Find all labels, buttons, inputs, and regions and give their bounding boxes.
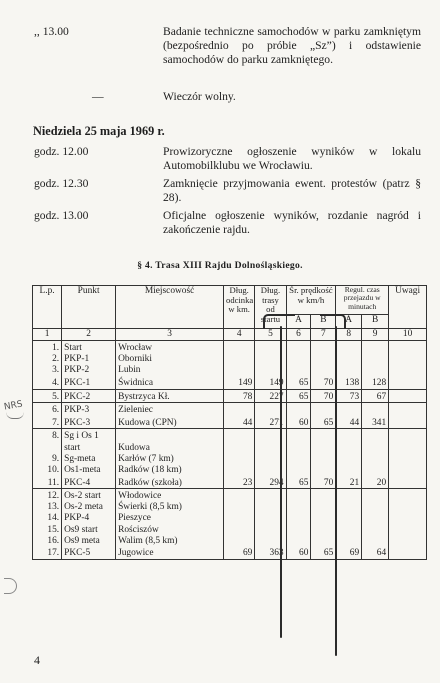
- route-lp: 15.: [33, 524, 62, 535]
- table-row: [33, 442, 427, 453]
- column-number: 1: [33, 329, 62, 341]
- route-miejscowosc: Karłów (7 km): [116, 453, 224, 464]
- route-speed-b: [311, 513, 336, 524]
- route-speed-b: [311, 365, 336, 376]
- route-time-a: 138: [336, 376, 362, 389]
- route-dl-odcinka: 149: [224, 376, 255, 389]
- route-lp: 7.: [33, 416, 62, 429]
- route-dl-odcinka: [224, 464, 255, 475]
- route-punkt: PKP-3: [62, 403, 116, 416]
- route-punkt: Os-2 start: [62, 489, 116, 502]
- route-speed-b: [311, 453, 336, 464]
- route-speed-a: [286, 513, 311, 524]
- header-a: A: [286, 315, 311, 329]
- route-uwagi: [389, 429, 427, 442]
- header-b: B: [311, 315, 336, 329]
- schedule-time: godz. 12.00: [34, 145, 89, 158]
- route-punkt: Start: [62, 341, 116, 354]
- table-row: [33, 453, 427, 464]
- route-time-a: [336, 365, 362, 376]
- route-time-b: [362, 535, 389, 546]
- route-miejscowosc: Zieleniec: [116, 403, 224, 416]
- route-time-a: [336, 502, 362, 513]
- route-time-b: [362, 464, 389, 475]
- route-lp: 12.: [33, 489, 62, 502]
- route-time-a: [336, 489, 362, 502]
- route-speed-b: [311, 489, 336, 502]
- route-speed-a: 60: [286, 546, 311, 559]
- route-lp: 11.: [33, 476, 62, 489]
- route-uwagi: [389, 502, 427, 513]
- route-time-a: [336, 513, 362, 524]
- route-lp: 13.: [33, 502, 62, 513]
- route-miejscowosc: Radków (szkoła): [116, 476, 224, 489]
- day-heading: Niedziela 25 maja 1969 r.: [33, 124, 165, 138]
- route-miejscowosc: Lubin: [116, 365, 224, 376]
- header-miejscowosc: Miejscowość: [116, 286, 224, 329]
- schedule-text: Wieczór wolny.: [163, 90, 236, 103]
- route-lp: 17.: [33, 546, 62, 559]
- route-uwagi: [389, 389, 427, 403]
- route-speed-b: 65: [311, 546, 336, 559]
- route-punkt: PKC-5: [62, 546, 116, 559]
- route-time-b: [362, 453, 389, 464]
- route-dl-odcinka: [224, 453, 255, 464]
- route-punkt: PKC-3: [62, 416, 116, 429]
- route-dl-odcinka: 69: [224, 546, 255, 559]
- route-speed-b: 65: [311, 416, 336, 429]
- route-speed-b: [311, 524, 336, 535]
- route-speed-b: 70: [311, 476, 336, 489]
- route-speed-b: [311, 429, 336, 442]
- route-miejscowosc: Walim (8,5 km): [116, 535, 224, 546]
- route-uwagi: [389, 464, 427, 475]
- route-time-b: [362, 489, 389, 502]
- header-regul: Regul. czas przejazdu w minutach: [336, 286, 389, 315]
- table-row: [33, 376, 427, 389]
- route-time-a: 44: [336, 416, 362, 429]
- route-speed-a: [286, 341, 311, 354]
- route-uwagi: [389, 354, 427, 365]
- route-punkt: PKC-1: [62, 376, 116, 389]
- section-title: § 4. Trasa XIII Rajdu Dolnośląskiego.: [137, 260, 303, 271]
- route-lp: 2.: [33, 354, 62, 365]
- route-lp: 3.: [33, 365, 62, 376]
- table-row: [33, 365, 427, 376]
- route-speed-a: [286, 403, 311, 416]
- route-miejscowosc: [116, 429, 224, 442]
- route-dl-odcinka: [224, 429, 255, 442]
- route-time-b: 67: [362, 389, 389, 403]
- route-lp: 8.: [33, 429, 62, 442]
- route-lp: 16.: [33, 535, 62, 546]
- route-miejscowosc: Pieszyce: [116, 513, 224, 524]
- route-time-b: [362, 403, 389, 416]
- table-row: [33, 403, 427, 416]
- header-dl-odcinka: Dług. odcinka w km.: [224, 286, 255, 329]
- schedule-time: godz. 13.00: [34, 209, 89, 222]
- header-a: A: [336, 315, 362, 329]
- route-uwagi: [389, 365, 427, 376]
- schedule-text: Prowizoryczne ogłoszenie wyników w lokalu Automobilklubu we Wrocławiu.: [163, 145, 421, 173]
- route-lp: 9.: [33, 453, 62, 464]
- route-time-a: [336, 453, 362, 464]
- route-punkt: PKP-1: [62, 354, 116, 365]
- table-row: [33, 524, 427, 535]
- table-row: [33, 389, 427, 403]
- route-dl-odcinka: 23: [224, 476, 255, 489]
- table-row: [33, 502, 427, 513]
- route-lp: 10.: [33, 464, 62, 475]
- table-row: [33, 546, 427, 559]
- route-uwagi: [389, 416, 427, 429]
- route-miejscowosc: Oborniki: [116, 354, 224, 365]
- route-speed-b: [311, 535, 336, 546]
- table-row: [33, 535, 427, 546]
- route-speed-a: 65: [286, 389, 311, 403]
- route-lp: 6.: [33, 403, 62, 416]
- route-uwagi: [389, 535, 427, 546]
- route-speed-a: [286, 535, 311, 546]
- route-time-a: [336, 535, 362, 546]
- route-time-a: [336, 341, 362, 354]
- table-row: [33, 464, 427, 475]
- route-time-b: 341: [362, 416, 389, 429]
- route-dl-trasy: 149: [255, 376, 286, 389]
- route-time-b: [362, 442, 389, 453]
- table-row: [33, 476, 427, 489]
- route-miejscowosc: Kudowa (CPN): [116, 416, 224, 429]
- route-dl-trasy: 271: [255, 416, 286, 429]
- route-lp: 4.: [33, 376, 62, 389]
- pen-mark-line: [335, 326, 337, 656]
- route-time-b: [362, 524, 389, 535]
- route-punkt: Sg-meta: [62, 453, 116, 464]
- route-lp: 14.: [33, 513, 62, 524]
- route-time-a: 73: [336, 389, 362, 403]
- schedule-time: godz. 12.30: [34, 177, 89, 190]
- route-miejscowosc: Radków (18 km): [116, 464, 224, 475]
- route-dl-odcinka: [224, 502, 255, 513]
- pen-mark-hook: [263, 314, 295, 329]
- route-dl-odcinka: 44: [224, 416, 255, 429]
- column-number: 5: [255, 329, 286, 341]
- route-dl-odcinka: [224, 341, 255, 354]
- route-punkt: Sg i Os 1: [62, 429, 116, 442]
- route-speed-a: [286, 524, 311, 535]
- route-uwagi: [389, 546, 427, 559]
- route-uwagi: [389, 476, 427, 489]
- route-speed-a: 65: [286, 376, 311, 389]
- route-speed-b: [311, 354, 336, 365]
- pen-squiggle: [6, 412, 24, 419]
- route-miejscowosc: Świerki (8,5 km): [116, 502, 224, 513]
- route-speed-a: [286, 464, 311, 475]
- route-dl-odcinka: [224, 365, 255, 376]
- route-time-b: 64: [362, 546, 389, 559]
- pen-squiggle: [4, 578, 17, 594]
- route-speed-b: [311, 403, 336, 416]
- route-speed-a: [286, 442, 311, 453]
- route-time-b: [362, 513, 389, 524]
- route-speed-b: [311, 341, 336, 354]
- route-time-b: [362, 365, 389, 376]
- route-speed-b: [311, 442, 336, 453]
- route-time-a: [336, 442, 362, 453]
- header-lp: L.p.: [33, 286, 62, 329]
- route-table: [32, 285, 427, 560]
- column-number: 10: [389, 329, 427, 341]
- route-dl-odcinka: [224, 524, 255, 535]
- route-dl-trasy: 363: [255, 546, 286, 559]
- route-punkt: start: [62, 442, 116, 453]
- route-dl-odcinka: [224, 489, 255, 502]
- column-number-row: [33, 329, 427, 341]
- route-time-a: [336, 403, 362, 416]
- header-b: B: [362, 315, 389, 329]
- route-time-b: [362, 341, 389, 354]
- route-time-a: [336, 429, 362, 442]
- route-dl-odcinka: [224, 513, 255, 524]
- route-uwagi: [389, 403, 427, 416]
- route-uwagi: [389, 341, 427, 354]
- table-row: [33, 416, 427, 429]
- table-row: [33, 341, 427, 354]
- route-time-b: [362, 502, 389, 513]
- route-time-b: [362, 354, 389, 365]
- route-miejscowosc: Kudowa: [116, 442, 224, 453]
- header-sr-predkosc: Śr. prędkość w km/h: [286, 286, 336, 315]
- schedule-text: Badanie techniczne samochodów w parku zamkniętym (bezpośrednio po próbie „Sz”) i odstawienie samochodów do parku zamkniętego.: [163, 25, 421, 67]
- route-miejscowosc: Świdnica: [116, 376, 224, 389]
- column-number: 4: [224, 329, 255, 341]
- route-punkt: PKP-4: [62, 513, 116, 524]
- route-time-b: 20: [362, 476, 389, 489]
- table-row: [33, 489, 427, 502]
- route-speed-a: 65: [286, 476, 311, 489]
- route-speed-a: [286, 365, 311, 376]
- column-number: 6: [286, 329, 311, 341]
- route-dl-trasy: 227: [255, 389, 286, 403]
- route-speed-a: [286, 489, 311, 502]
- route-uwagi: [389, 453, 427, 464]
- table-row: [33, 354, 427, 365]
- route-time-a: [336, 354, 362, 365]
- column-number: 7: [311, 329, 336, 341]
- route-speed-b: 70: [311, 376, 336, 389]
- route-punkt: PKP-2: [62, 365, 116, 376]
- table-row: [33, 513, 427, 524]
- column-number: 2: [62, 329, 116, 341]
- route-time-a: [336, 464, 362, 475]
- route-punkt: Os1-meta: [62, 464, 116, 475]
- route-time-b: [362, 429, 389, 442]
- route-punkt: PKC-2: [62, 389, 116, 403]
- route-speed-a: [286, 429, 311, 442]
- route-lp: 5.: [33, 389, 62, 403]
- route-miejscowosc: Włodowice: [116, 489, 224, 502]
- route-uwagi: [389, 376, 427, 389]
- route-dl-odcinka: [224, 403, 255, 416]
- column-number: 8: [336, 329, 362, 341]
- route-speed-a: 60: [286, 416, 311, 429]
- route-miejscowosc: Rościszów: [116, 524, 224, 535]
- route-speed-b: 70: [311, 389, 336, 403]
- route-punkt: Os9 meta: [62, 535, 116, 546]
- column-number: 3: [116, 329, 224, 341]
- route-dl-odcinka: [224, 354, 255, 365]
- column-number: 9: [362, 329, 389, 341]
- route-miejscowosc: Jugowice: [116, 546, 224, 559]
- route-punkt: Os9 start: [62, 524, 116, 535]
- header-uwagi: Uwagi: [389, 286, 427, 329]
- route-speed-a: [286, 354, 311, 365]
- schedule-text: Oficjalne ogłoszenie wyników, rozdanie nagród i zakończenie rajdu.: [163, 209, 421, 237]
- table-row: [33, 429, 427, 442]
- route-dl-trasy: 294: [255, 476, 286, 489]
- route-dl-odcinka: 78: [224, 389, 255, 403]
- header-punkt: Punkt: [62, 286, 116, 329]
- schedule-time: —: [92, 90, 104, 103]
- route-speed-a: [286, 502, 311, 513]
- route-speed-b: [311, 464, 336, 475]
- route-lp: [33, 442, 62, 453]
- header-dl-trasy: Dług. trasy od startu: [255, 286, 286, 329]
- route-miejscowosc: Wrocław: [116, 341, 224, 354]
- route-uwagi: [389, 442, 427, 453]
- pen-mark-line: [280, 326, 282, 638]
- route-punkt: PKC-4: [62, 476, 116, 489]
- route-uwagi: [389, 489, 427, 502]
- pen-mark-hook: [320, 314, 346, 329]
- route-uwagi: [389, 513, 427, 524]
- page-number: 4: [34, 653, 40, 667]
- schedule-text: Zamknięcie przyjmowania ewent. protestów (patrz § 28).: [163, 177, 421, 205]
- route-punkt: Os-2 meta: [62, 502, 116, 513]
- route-time-a: [336, 524, 362, 535]
- schedule-time: ,, 13.00: [34, 25, 69, 38]
- route-lp: 1.: [33, 341, 62, 354]
- route-time-b: 128: [362, 376, 389, 389]
- margin-note: NRS: [3, 399, 24, 413]
- route-speed-b: [311, 502, 336, 513]
- route-time-a: 21: [336, 476, 362, 489]
- route-miejscowosc: Bystrzyca Kł.: [116, 389, 224, 403]
- route-uwagi: [389, 524, 427, 535]
- route-dl-odcinka: [224, 535, 255, 546]
- route-speed-a: [286, 453, 311, 464]
- route-time-a: 69: [336, 546, 362, 559]
- route-dl-odcinka: [224, 442, 255, 453]
